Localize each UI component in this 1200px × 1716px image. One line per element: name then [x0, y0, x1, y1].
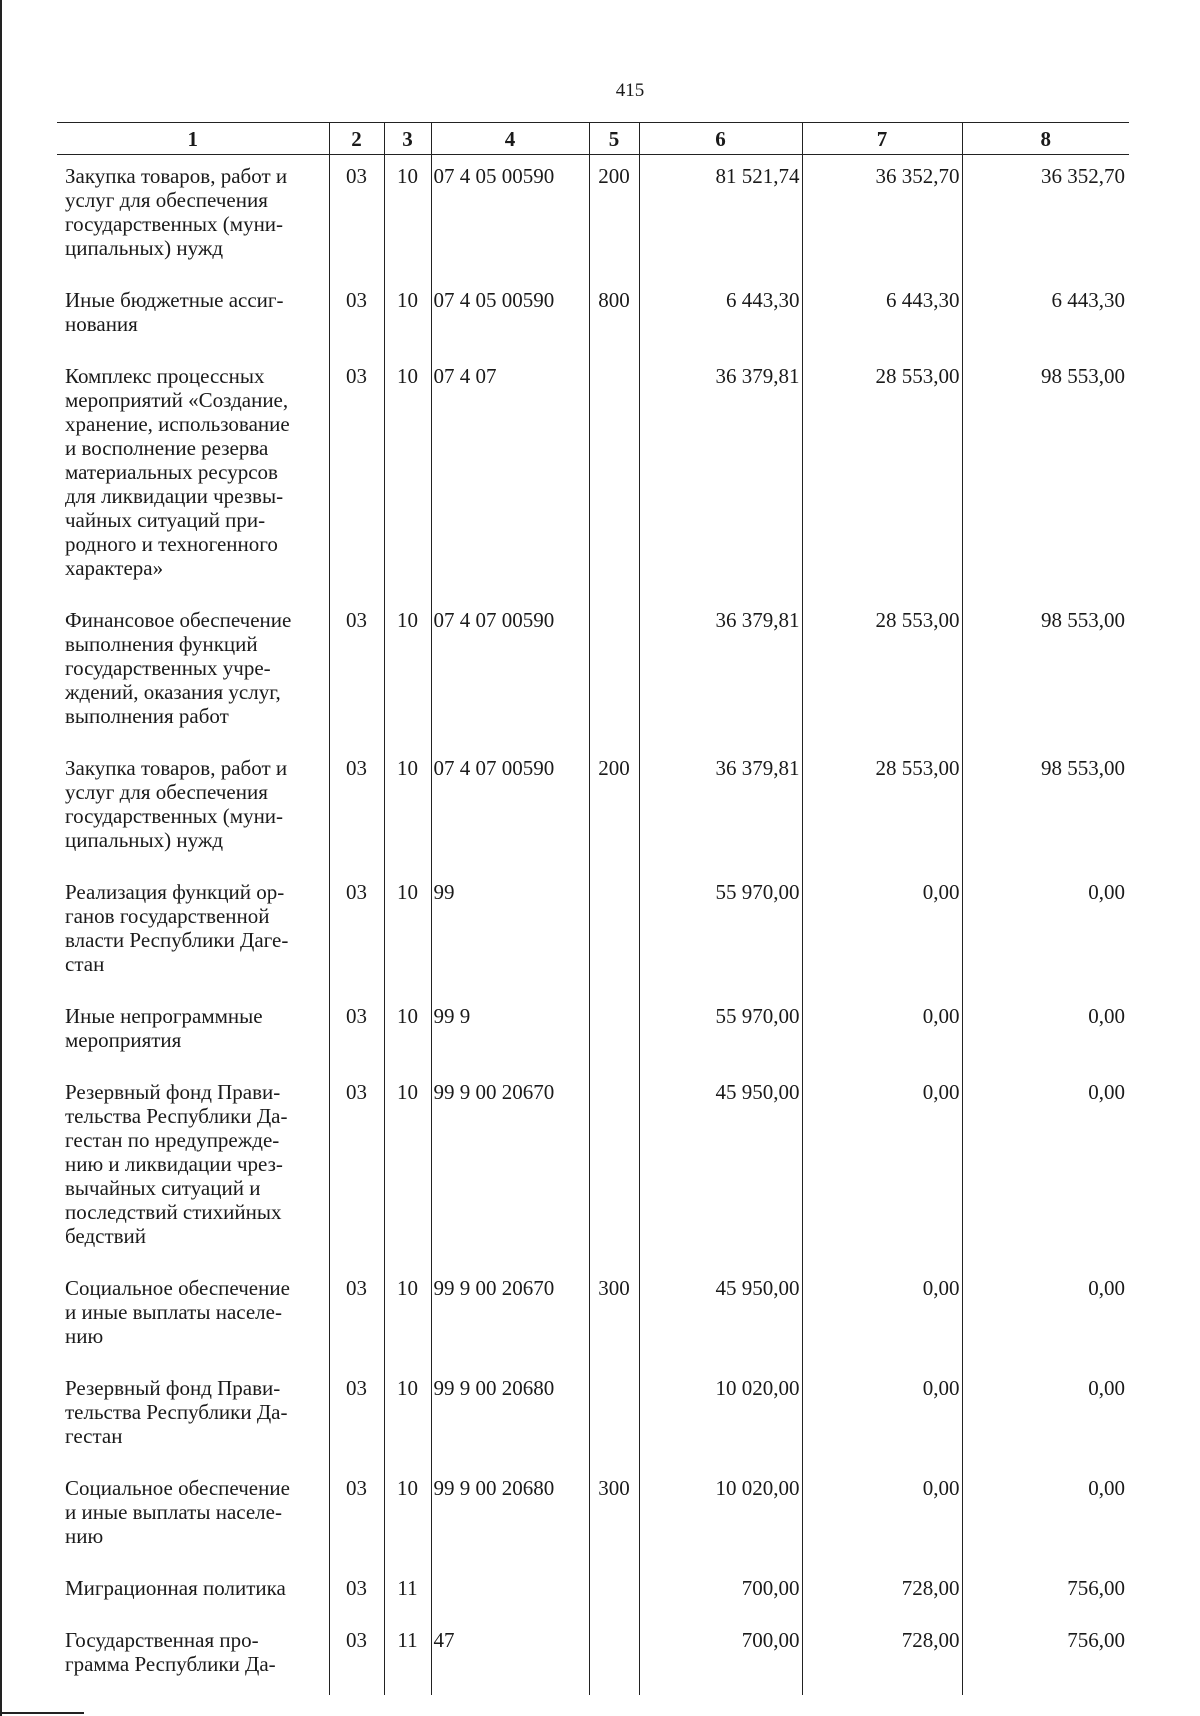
amount-year1-cell: 45 950,00 [639, 1071, 802, 1267]
item-name-cell [57, 599, 329, 747]
target-article-cell: 07 4 07 [431, 355, 589, 599]
target-article-cell: 99 [431, 871, 589, 995]
table-row [57, 995, 1129, 1071]
section-code-cell: 03 [329, 599, 384, 747]
item-name-line: бедствий [65, 1224, 147, 1248]
subsection-code-cell: 10 [384, 1367, 431, 1467]
item-name-line: выполнения работ [65, 704, 229, 728]
item-name-line: гестан по нредупрежде- [65, 1128, 280, 1152]
item-name-cell [57, 747, 329, 871]
column-header: 5 [589, 123, 639, 155]
amount-year1-cell: 36 379,81 [639, 747, 802, 871]
item-name-line: вычайных ситуаций и [65, 1176, 261, 1200]
subsection-code-cell: 10 [384, 995, 431, 1071]
table-row [57, 599, 1129, 747]
subsection-code-cell: 10 [384, 1267, 431, 1367]
item-name-line: стан [65, 952, 105, 976]
expense-type-cell [589, 1071, 639, 1267]
amount-year1-cell: 36 379,81 [639, 355, 802, 599]
item-name-line: для ликвидации чрезвы- [65, 484, 284, 508]
table-row [57, 871, 1129, 995]
subsection-code-cell: 10 [384, 871, 431, 995]
target-article-cell [431, 1567, 589, 1619]
item-name-line: ципальных) нужд [65, 828, 224, 852]
amount-year2-cell: 0,00 [802, 1267, 962, 1367]
amount-year1-cell: 6 443,30 [639, 279, 802, 355]
item-name-line: последствий стихийных [65, 1200, 282, 1224]
section-code-cell: 03 [329, 1071, 384, 1267]
section-code-cell: 03 [329, 1619, 384, 1695]
item-name-line: грамма Республики Да- [65, 1652, 276, 1676]
expense-type-cell [589, 995, 639, 1071]
item-name-line: ждений, оказания услуг, [65, 680, 281, 704]
section-code-cell: 03 [329, 995, 384, 1071]
section-code-cell: 03 [329, 747, 384, 871]
amount-year2-cell: 0,00 [802, 1467, 962, 1567]
item-name-line: Закупка товаров, работ и [65, 756, 288, 780]
section-code-cell: 03 [329, 1367, 384, 1467]
item-name-cell [57, 995, 329, 1071]
expense-type-cell: 200 [589, 155, 639, 280]
item-name-line: государственных (муни- [65, 804, 284, 828]
expense-type-cell [589, 1367, 639, 1467]
item-name-cell [57, 1267, 329, 1367]
item-name-line: Реализация функций ор- [65, 880, 285, 904]
budget-table [57, 122, 1129, 1695]
subsection-code-cell: 10 [384, 599, 431, 747]
amount-year3-cell: 98 553,00 [962, 355, 1129, 599]
item-name-line: тельства Республики Да- [65, 1400, 288, 1424]
section-code-cell: 03 [329, 355, 384, 599]
item-name-line: Социальное обеспечение [65, 1276, 290, 1300]
item-name-line: Резервный фонд Прави- [65, 1376, 281, 1400]
column-header: 4 [431, 123, 589, 155]
table-row [57, 1367, 1129, 1467]
amount-year2-cell: 28 553,00 [802, 355, 962, 599]
item-name-line: Комплекс процессных [65, 364, 265, 388]
page-edge-line [0, 0, 2, 1716]
item-name-line: ципальных) нужд [65, 236, 224, 260]
amount-year3-cell: 6 443,30 [962, 279, 1129, 355]
item-name-line: Финансовое обеспечение [65, 608, 292, 632]
amount-year2-cell: 0,00 [802, 1071, 962, 1267]
item-name-line: и иные выплаты населе- [65, 1500, 282, 1524]
item-name-line: гестан [65, 1424, 123, 1448]
section-code-cell: 03 [329, 1267, 384, 1367]
section-code-cell: 03 [329, 871, 384, 995]
expense-type-cell [589, 1567, 639, 1619]
item-name-line: услуг для обеспечения [65, 780, 268, 804]
item-name-line: мероприятия [65, 1028, 182, 1052]
amount-year2-cell: 36 352,70 [802, 155, 962, 280]
target-article-cell: 07 4 07 00590 [431, 747, 589, 871]
expense-type-cell [589, 871, 639, 995]
subsection-code-cell: 10 [384, 155, 431, 280]
item-name-line: Государственная про- [65, 1628, 259, 1652]
item-name-line: материальных ресурсов [65, 460, 278, 484]
target-article-cell: 07 4 05 00590 [431, 279, 589, 355]
amount-year3-cell: 0,00 [962, 1071, 1129, 1267]
item-name-line: государственных (муни- [65, 212, 284, 236]
amount-year2-cell: 0,00 [802, 995, 962, 1071]
amount-year2-cell: 728,00 [802, 1619, 962, 1695]
item-name-line: Закупка товаров, работ и [65, 164, 288, 188]
table-row [57, 747, 1129, 871]
amount-year2-cell: 0,00 [802, 871, 962, 995]
item-name-line: Миграционная политика [65, 1576, 286, 1600]
target-article-cell: 07 4 05 00590 [431, 155, 589, 280]
amount-year3-cell: 0,00 [962, 1467, 1129, 1567]
column-header: 8 [962, 123, 1129, 155]
amount-year3-cell: 756,00 [962, 1567, 1129, 1619]
section-code-cell: 03 [329, 1467, 384, 1567]
item-name-line: власти Республики Даге- [65, 928, 289, 952]
column-header: 6 [639, 123, 802, 155]
item-name-line: хранение, использование [65, 412, 290, 436]
item-name-line: услуг для обеспечения [65, 188, 268, 212]
subsection-code-cell: 10 [384, 747, 431, 871]
table-row [57, 155, 1129, 280]
item-name-line: Социальное обеспечение [65, 1476, 290, 1500]
amount-year1-cell: 700,00 [639, 1567, 802, 1619]
amount-year3-cell: 0,00 [962, 871, 1129, 995]
expense-type-cell [589, 355, 639, 599]
table-row [57, 355, 1129, 599]
item-name-line: ганов государственной [65, 904, 270, 928]
item-name-line: Резервный фонд Прави- [65, 1080, 281, 1104]
amount-year2-cell: 28 553,00 [802, 599, 962, 747]
expense-type-cell [589, 1619, 639, 1695]
target-article-cell: 99 9 00 20670 [431, 1267, 589, 1367]
target-article-cell: 47 [431, 1619, 589, 1695]
table-row [57, 1467, 1129, 1567]
item-name-line: Иные непрограммные [65, 1004, 263, 1028]
amount-year3-cell: 98 553,00 [962, 747, 1129, 871]
subsection-code-cell: 11 [384, 1567, 431, 1619]
table-row [57, 279, 1129, 355]
page-number: 415 [615, 80, 645, 101]
amount-year3-cell: 98 553,00 [962, 599, 1129, 747]
target-article-cell: 99 9 00 20680 [431, 1467, 589, 1567]
item-name-cell [57, 871, 329, 995]
subsection-code-cell: 11 [384, 1619, 431, 1695]
item-name-line: и иные выплаты населе- [65, 1300, 282, 1324]
table-row [57, 1267, 1129, 1367]
expense-type-cell: 300 [589, 1467, 639, 1567]
amount-year1-cell: 55 970,00 [639, 995, 802, 1071]
item-name-line: тельства Республики Да- [65, 1104, 288, 1128]
section-code-cell: 03 [329, 155, 384, 280]
amount-year3-cell: 756,00 [962, 1619, 1129, 1695]
expense-type-cell [589, 599, 639, 747]
amount-year3-cell: 36 352,70 [962, 155, 1129, 280]
expense-type-cell: 300 [589, 1267, 639, 1367]
amount-year1-cell: 36 379,81 [639, 599, 802, 747]
amount-year3-cell: 0,00 [962, 995, 1129, 1071]
expense-type-cell: 800 [589, 279, 639, 355]
item-name-line: и восполнение резерва [65, 436, 269, 460]
item-name-cell [57, 355, 329, 599]
table-row [57, 1619, 1129, 1695]
column-header: 7 [802, 123, 962, 155]
column-header: 2 [329, 123, 384, 155]
amount-year3-cell: 0,00 [962, 1267, 1129, 1367]
item-name-line: чайных ситуаций при- [65, 508, 266, 532]
item-name-line: характера» [65, 556, 164, 580]
table-row [57, 1071, 1129, 1267]
target-article-cell: 99 9 00 20670 [431, 1071, 589, 1267]
amount-year1-cell: 45 950,00 [639, 1267, 802, 1367]
target-article-cell: 07 4 07 00590 [431, 599, 589, 747]
column-header: 3 [384, 123, 431, 155]
page-edge-line [0, 1712, 84, 1714]
table-row [57, 1567, 1129, 1619]
table-body [57, 155, 1129, 1696]
amount-year2-cell: 6 443,30 [802, 279, 962, 355]
target-article-cell: 99 9 00 20680 [431, 1367, 589, 1467]
subsection-code-cell: 10 [384, 1467, 431, 1567]
item-name-line: нию и ликвидации чрез- [65, 1152, 283, 1176]
amount-year1-cell: 81 521,74 [639, 155, 802, 280]
item-name-line: государственных учре- [65, 656, 271, 680]
subsection-code-cell: 10 [384, 355, 431, 599]
table-header-row [57, 123, 1129, 155]
subsection-code-cell: 10 [384, 279, 431, 355]
item-name-line: нования [65, 312, 138, 336]
amount-year1-cell: 55 970,00 [639, 871, 802, 995]
item-name-cell [57, 1467, 329, 1567]
item-name-cell [57, 1367, 329, 1467]
item-name-line: нию [65, 1524, 104, 1548]
amount-year1-cell: 10 020,00 [639, 1467, 802, 1567]
amount-year1-cell: 700,00 [639, 1619, 802, 1695]
item-name-cell [57, 155, 329, 280]
item-name-line: нию [65, 1324, 104, 1348]
item-name-line: мероприятий «Создание, [65, 388, 289, 412]
amount-year1-cell: 10 020,00 [639, 1367, 802, 1467]
item-name-cell [57, 1071, 329, 1267]
item-name-cell [57, 1567, 329, 1619]
section-code-cell: 03 [329, 279, 384, 355]
item-name-line: родного и техногенного [65, 532, 278, 556]
amount-year2-cell: 728,00 [802, 1567, 962, 1619]
item-name-line: выполнения функций [65, 632, 258, 656]
item-name-cell [57, 1619, 329, 1695]
expense-type-cell: 200 [589, 747, 639, 871]
amount-year3-cell: 0,00 [962, 1367, 1129, 1467]
item-name-cell [57, 279, 329, 355]
subsection-code-cell: 10 [384, 1071, 431, 1267]
amount-year2-cell: 28 553,00 [802, 747, 962, 871]
column-header: 1 [57, 123, 329, 155]
amount-year2-cell: 0,00 [802, 1367, 962, 1467]
target-article-cell: 99 9 [431, 995, 589, 1071]
item-name-line: Иные бюджетные ассиг- [65, 288, 284, 312]
section-code-cell: 03 [329, 1567, 384, 1619]
